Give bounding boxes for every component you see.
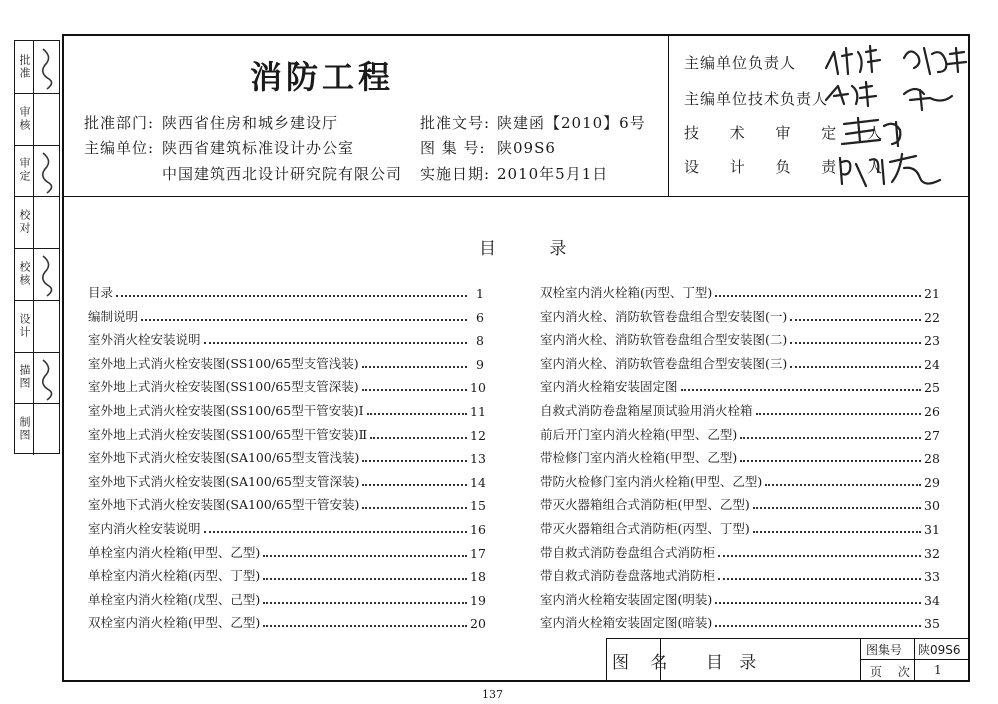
toc-entry[interactable]	[88, 472, 484, 490]
toc-entry-page: 32	[924, 545, 940, 561]
toc-entry-title: 带自救式消防卷盘落地式消防柜	[540, 568, 716, 584]
toc-leader-dots	[681, 389, 921, 391]
toc-entry[interactable]	[88, 613, 484, 631]
strip-signature	[33, 403, 59, 455]
toc-leader-dots	[790, 319, 921, 321]
approval-dept-label: 批准部门:	[84, 114, 155, 132]
toc-entry-page: 10	[470, 380, 486, 396]
toc-leader-dots	[263, 578, 467, 580]
resp-role-tech-review: 技 术 审 定 人	[684, 124, 896, 142]
resp-role-design-lead: 设 计 负 责 人	[684, 158, 896, 176]
toc-entry[interactable]	[540, 566, 938, 584]
approval-signature-strip	[14, 40, 60, 454]
toc-entry[interactable]	[88, 425, 484, 443]
toc-entry-title: 室内消火栓安装说明	[88, 521, 201, 536]
toc-entry-title: 带灭火器箱组合式消防柜(甲型、乙型)	[540, 497, 750, 513]
toc-entry-page: 22	[924, 309, 940, 325]
toc-leader-dots	[204, 342, 467, 344]
strip-cell-label: 校对	[15, 196, 34, 248]
toc-entry-page: 24	[924, 356, 940, 372]
toc-leader-dots	[362, 507, 467, 509]
toc-leader-dots	[141, 319, 467, 321]
toc-entry[interactable]	[540, 613, 938, 631]
toc-entry[interactable]	[540, 448, 938, 466]
toc-entry-page: 34	[924, 592, 940, 608]
strip-signature	[33, 93, 59, 145]
strip-signature	[33, 196, 59, 248]
toc-entry-title: 室外地下式消火栓安装图(SA100/65型干管安装)	[88, 497, 360, 513]
toc-leader-dots	[740, 460, 921, 462]
toc-leader-dots	[263, 555, 467, 557]
toc-entry-title: 室内消火栓、消防软管卷盘组合型安装图(三)	[540, 355, 788, 371]
toc-leader-dots	[204, 531, 467, 533]
toc-entry[interactable]	[540, 495, 938, 513]
toc-entry-page: 29	[924, 474, 940, 490]
toc-entry-page: 6	[476, 309, 484, 325]
toc-leader-dots	[362, 484, 467, 486]
toc-entry-title: 室内消火栓、消防软管卷盘组合型安装图(一)	[540, 308, 788, 324]
toc-entry-title: 室内消火栓箱安装固定图	[540, 379, 678, 395]
strip-cell-label: 审定	[15, 145, 34, 197]
toc-title: 目 录	[479, 239, 591, 259]
toc-entry-page: 8	[476, 333, 484, 349]
resp-role-chief-unit: 主编单位负责人	[684, 54, 797, 72]
approval-doc: 陕建函【2010】6号	[497, 114, 646, 132]
toc-entry-page: 21	[924, 286, 940, 301]
toc-entry[interactable]	[88, 354, 484, 372]
toc-entry[interactable]	[88, 307, 484, 325]
effective-date-label: 实施日期:	[420, 165, 491, 183]
toc-entry-title: 自救式消防卷盘箱屋顶试验用消火栓箱	[540, 403, 753, 418]
toc-leader-dots	[362, 389, 467, 391]
toc-entry[interactable]	[540, 425, 938, 443]
toc-leader-dots	[263, 602, 467, 604]
toc-entry-page: 17	[470, 545, 486, 561]
toc-entry[interactable]	[540, 330, 938, 348]
toc-leader-dots	[362, 460, 467, 462]
toc-entry[interactable]	[88, 283, 484, 301]
toc-entry-title: 室外地下式消火栓安装图(SA100/65型支管深装)	[88, 473, 360, 489]
toc-entry[interactable]	[88, 401, 484, 419]
toc-entry-title: 室外地上式消火栓安装图(SS100/65型支管浅装)	[88, 355, 359, 371]
toc-entry-title: 编制说明	[88, 308, 139, 324]
toc-entry-title: 双栓室内消火栓箱(丙型、丁型)	[540, 285, 713, 300]
atlas-no-label: 图集号	[866, 643, 903, 657]
toc-leader-dots	[715, 602, 921, 604]
atlas-no-label: 图 集 号:	[420, 139, 486, 157]
editor-unit-2: 中国建筑西北设计研究院有限公司	[162, 165, 403, 183]
toc-entry[interactable]	[540, 307, 938, 325]
toc-leader-dots	[367, 413, 467, 415]
toc-entry-title: 带防火检修门室内消火栓箱(甲型、乙型)	[540, 473, 763, 489]
atlas-no-value: 陕09S6	[918, 643, 961, 657]
page-value: 1	[934, 663, 942, 677]
toc-entry-page: 25	[924, 380, 940, 396]
toc-entry-page: 27	[924, 427, 940, 443]
toc-entry-page: 14	[470, 474, 486, 490]
drawing-name-label: 图 名	[612, 653, 676, 673]
toc-leader-dots	[765, 484, 921, 486]
resp-role-tech-chief: 主编单位技术负责人	[684, 90, 829, 108]
effective-date: 2010年5月1日	[497, 165, 609, 183]
toc-entry-title: 室内消火栓、消防软管卷盘组合型安装图(二)	[540, 332, 788, 348]
toc-leader-dots	[263, 625, 467, 627]
toc-entry-title: 单栓室内消火栓箱(甲型、乙型)	[88, 544, 261, 560]
toc-entry[interactable]	[88, 330, 484, 348]
toc-entry-title: 双栓室内消火栓箱(甲型、乙型)	[88, 615, 261, 631]
toc-entry-title: 室内消火栓箱安装固定图(暗装)	[540, 615, 713, 631]
toc-leader-dots	[756, 413, 921, 415]
strip-cell-label: 审核	[15, 93, 34, 145]
toc-entry-title: 带灭火器箱组合式消防柜(丙型、丁型)	[540, 521, 750, 536]
toc-entry-page: 26	[924, 404, 940, 419]
drawing-name: 目 录	[706, 653, 757, 673]
toc-entry[interactable]	[540, 543, 938, 561]
toc-entry[interactable]	[88, 566, 484, 584]
strip-cell-label: 制图	[15, 403, 34, 455]
toc-entry-page: 15	[470, 498, 486, 514]
toc-entry[interactable]	[88, 590, 484, 608]
strip-cell-label: 描图	[15, 352, 34, 404]
toc-entry-title: 单栓室内消火栓箱(戊型、己型)	[88, 591, 261, 607]
title-block-divider	[860, 659, 970, 660]
toc-leader-dots	[362, 366, 467, 368]
toc-entry-page: 12	[470, 427, 486, 443]
toc-leader-dots	[790, 342, 921, 344]
strip-cell	[15, 196, 59, 249]
toc-entry[interactable]	[88, 543, 484, 561]
toc-leader-dots	[790, 366, 921, 368]
strip-cell	[15, 403, 59, 455]
toc-entry-page: 11	[470, 404, 486, 419]
toc-entry[interactable]	[540, 354, 938, 372]
strip-cell-label: 设计	[15, 300, 34, 352]
toc-leader-dots	[715, 625, 921, 627]
toc-entry[interactable]	[88, 448, 484, 466]
toc-entry-page: 31	[924, 522, 940, 537]
toc-entry-title: 单栓室内消火栓箱(丙型、丁型)	[88, 568, 261, 584]
toc-entry[interactable]	[540, 590, 938, 608]
page-number: 137	[482, 688, 503, 701]
editor-unit-label: 主编单位:	[84, 139, 155, 157]
toc-left-column	[88, 283, 484, 633]
toc-entry-page: 19	[470, 592, 486, 608]
toc-entry[interactable]	[540, 377, 938, 395]
strip-cell	[15, 300, 59, 353]
page-label: 页 次	[870, 665, 916, 679]
document-title: 消防工程	[250, 58, 395, 96]
toc-entry-title: 室外地上式消火栓安装图(SS100/65型干管安装)Ⅱ	[88, 426, 368, 442]
toc-entry-page: 20	[470, 616, 486, 632]
toc-entry-title: 室外地下式消火栓安装图(SA100/65型支管浅装)	[88, 450, 360, 466]
strip-cell	[15, 93, 59, 146]
strip-cell-label: 批准	[15, 41, 34, 93]
toc-entry-title: 带自救式消防卷盘组合式消防柜	[540, 544, 716, 560]
strip-cell-label: 校核	[15, 248, 34, 300]
title-block-divider	[860, 638, 861, 682]
toc-entry-page: 13	[470, 451, 486, 467]
toc-entry-title: 室外地上式消火栓安装图(SS100/65型支管深装)	[88, 379, 359, 395]
toc-leader-dots	[753, 531, 921, 533]
toc-leader-dots	[753, 507, 921, 509]
approval-doc-label: 批准文号:	[420, 114, 491, 132]
toc-entry[interactable]	[88, 519, 484, 537]
toc-right-column	[540, 283, 938, 633]
toc-entry-page: 16	[470, 522, 486, 537]
toc-entry-title: 室内消火栓箱安装固定图(明装)	[540, 591, 713, 607]
toc-entry-page: 1	[476, 286, 484, 301]
toc-leader-dots	[116, 295, 467, 297]
handwritten-signatures	[820, 38, 970, 188]
toc-entry-page: 30	[924, 498, 940, 514]
toc-leader-dots	[715, 295, 921, 297]
strip-cell	[15, 352, 59, 405]
toc-entry[interactable]	[88, 377, 484, 395]
toc-entry-title: 前后开门室内消火栓箱(甲型、乙型)	[540, 426, 738, 442]
header-divider	[62, 196, 970, 197]
toc-entry-page: 18	[470, 569, 486, 585]
strip-signature	[33, 41, 59, 93]
strip-signature	[33, 352, 59, 404]
toc-entry[interactable]	[540, 401, 938, 419]
toc-leader-dots	[718, 578, 921, 580]
header-vertical-divider	[668, 34, 669, 196]
toc-entry-page: 35	[924, 616, 940, 632]
toc-entry-page: 9	[476, 356, 484, 372]
approval-dept: 陕西省住房和城乡建设厅	[162, 114, 339, 132]
toc-entry-title: 目录	[88, 285, 114, 300]
strip-signature	[33, 145, 59, 197]
atlas-no: 陕09S6	[497, 139, 556, 157]
toc-entry-page: 33	[924, 569, 940, 585]
strip-signature	[33, 300, 59, 352]
toc-entry[interactable]	[540, 519, 938, 537]
toc-entry[interactable]	[88, 495, 484, 513]
toc-entry-title: 带检修门室内消火栓箱(甲型、乙型)	[540, 450, 738, 466]
toc-entry[interactable]	[540, 283, 938, 301]
strip-cell	[15, 248, 59, 301]
toc-leader-dots	[718, 555, 921, 557]
toc-entry-title: 室外地上式消火栓安装图(SS100/65型干管安装)Ⅰ	[88, 403, 364, 418]
toc-entry-title: 室外消火栓安装说明	[88, 332, 201, 348]
toc-entry[interactable]	[540, 472, 938, 490]
strip-cell	[15, 41, 59, 94]
toc-entry-page: 23	[924, 333, 940, 349]
strip-cell	[15, 145, 59, 198]
toc-leader-dots	[740, 437, 921, 439]
editor-unit-1: 陕西省建筑标准设计办公室	[162, 139, 355, 157]
toc-entry-page: 28	[924, 451, 940, 467]
toc-leader-dots	[370, 437, 467, 439]
strip-signature	[33, 248, 59, 300]
